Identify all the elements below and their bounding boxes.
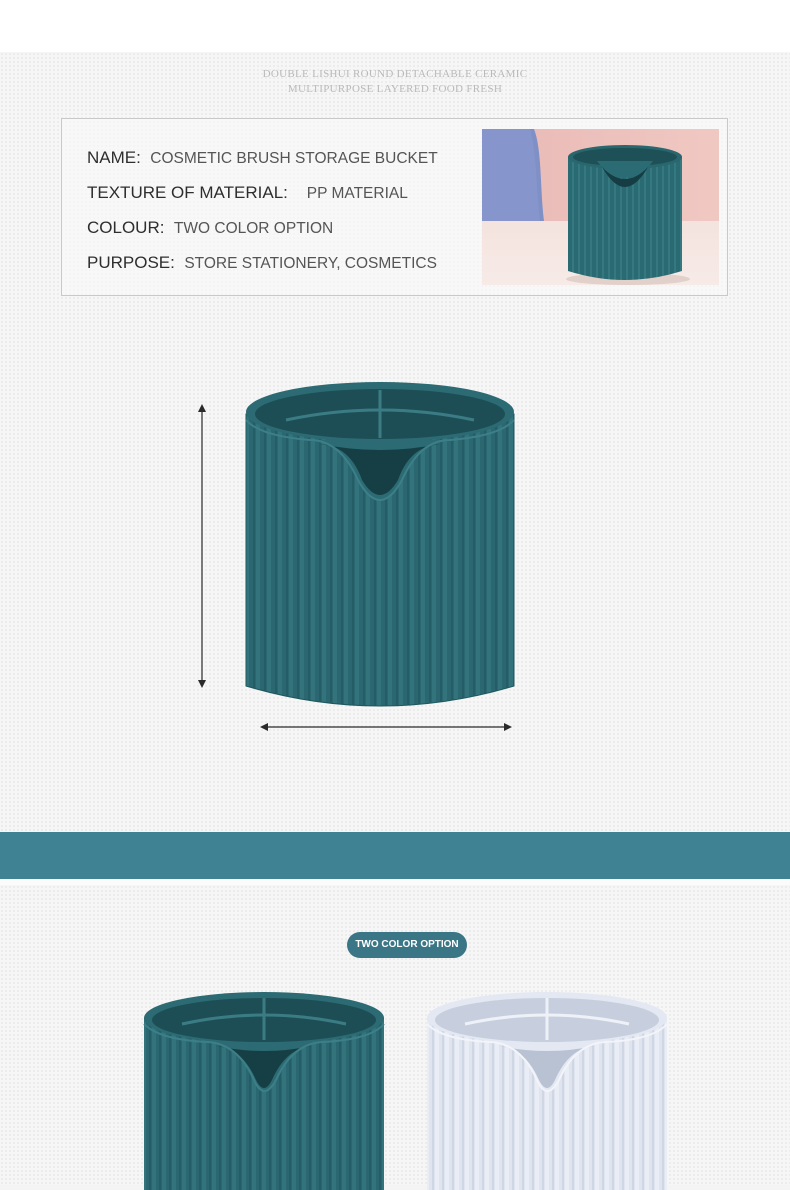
- spec-value: STORE STATIONERY, COSMETICS: [184, 255, 437, 272]
- spec-row-colour: [87, 218, 333, 238]
- color-option-section-background: [0, 885, 790, 1185]
- spec-key: NAME:: [87, 148, 141, 167]
- spec-row-name: [87, 148, 438, 168]
- product-subtitle-line-2: MULTIPURPOSE LAYERED FOOD FRESH: [287, 83, 503, 95]
- spec-key: TEXTURE OF MATERIAL:: [87, 183, 288, 202]
- spec-value: COSMETIC BRUSH STORAGE BUCKET: [150, 150, 438, 167]
- spec-key: COLOUR:: [87, 218, 165, 237]
- teal-color-product: [142, 990, 386, 1190]
- spec-value: TWO COLOR OPTION: [173, 220, 334, 237]
- top-margin: [0, 0, 790, 52]
- section-divider-band: [0, 832, 790, 879]
- product-lifestyle-photo: [482, 129, 719, 285]
- spec-row-material: [87, 183, 408, 203]
- spec-value: PP MATERIAL: [306, 185, 408, 202]
- spec-row-purpose: [87, 253, 437, 273]
- two-color-option-badge: TWO COLOR OPTION: [347, 932, 467, 958]
- product-main-illustration: [190, 380, 530, 740]
- light-color-product: [425, 990, 669, 1190]
- product-subtitle-line-1: DOUBLE LISHUI ROUND DETACHABLE CERAMIC: [262, 68, 528, 80]
- spec-key: PURPOSE:: [87, 253, 175, 272]
- spec-info-box: [61, 118, 728, 296]
